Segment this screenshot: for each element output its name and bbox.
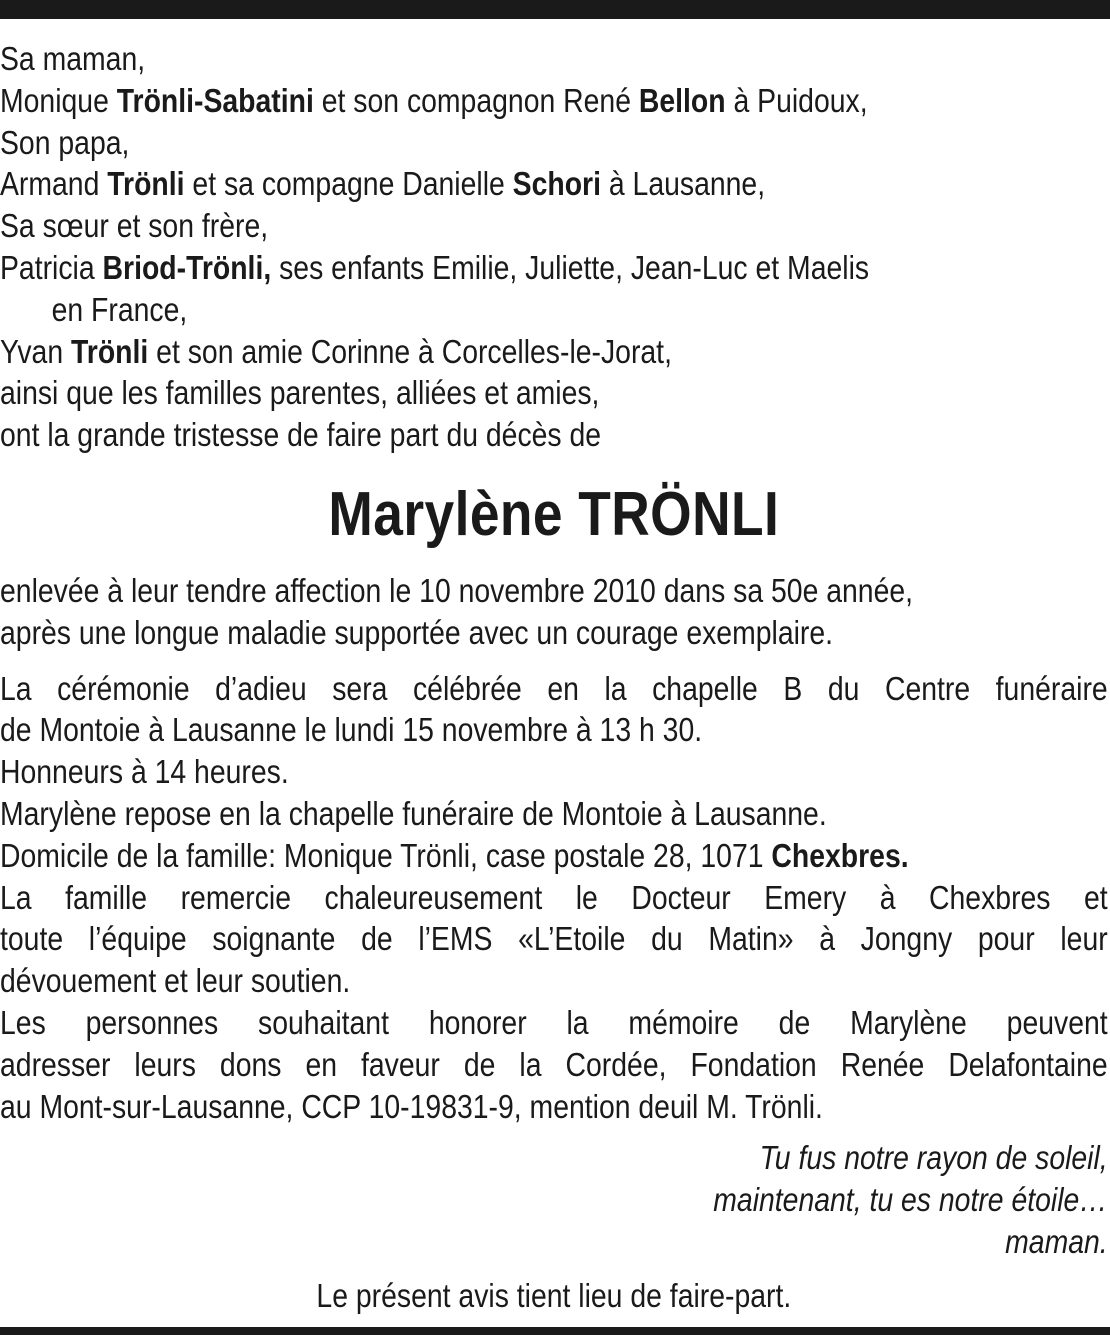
- deceased-name: Marylène TRÖNLI: [328, 479, 780, 549]
- family-line: Yvan Trönli et son amie Corinne à Corcelles-le-Jorat,: [0, 332, 672, 370]
- ceremony-paragraph: La cérémonie d’adieu sera célébrée en la chapelle B du Centre funéraire de Montoie à Lausanne le lundi 15 novembre à 13 h 30. Honneurs à 14 heures. Marylène repose en la chapelle funéraire de Montoie à Lausanne. Domicile de la famille: Monique Trönli, case postale 28, 1071 Chexbres.: [0, 669, 1108, 874]
- top-border-rule: [0, 0, 1110, 19]
- footer-note: Le présent avis tient lieu de faire-part.: [316, 1276, 792, 1314]
- bottom-border-rule: [0, 1327, 1110, 1335]
- family-line: Monique Trönli-Sabatini et son compagnon René Bellon à Puidoux,: [0, 81, 868, 119]
- donations-paragraph: Les personnes souhaitant honorer la mémoire de Marylène peuvent adresser leurs dons en faveur de la Cordée, Fondation Renée Delafontaine au Mont-sur-Lausanne, CCP 10-19831-9, mention deuil M. Trönli.: [0, 1003, 1108, 1125]
- surname: Briod-Trönli,: [102, 248, 272, 286]
- family-line: en France,: [51, 290, 188, 328]
- surname: Bellon: [638, 81, 726, 119]
- family-line: Sa maman,: [0, 40, 146, 77]
- family-line: Armand Trönli et sa compagne Danielle Schori à Lausanne,: [0, 165, 766, 203]
- death-paragraph: enlevée à leur tendre affection le 10 novembre 2010 dans sa 50e année, après une longue maladie supportée avec un courage exemplaire.: [0, 571, 914, 651]
- surname: Trönli-Sabatini: [116, 81, 314, 119]
- family-line: Sa sœur et son frère,: [0, 207, 269, 245]
- family-line: ont la grande tristesse de faire part du décès de: [0, 416, 602, 454]
- town-name: Chexbres.: [771, 836, 909, 874]
- surname: Trönli: [71, 332, 149, 370]
- memorial-quote: Tu fus notre rayon de soleil, maintenant, tu es notre étoile… maman.: [713, 1139, 1108, 1260]
- family-line: Patricia Briod-Trönli, ses enfants Emilie, Juliette, Jean-Luc et Maelis: [0, 248, 870, 286]
- family-line: ainsi que les familles parentes, alliées et amies,: [0, 374, 600, 412]
- thanks-paragraph: La famille remercie chaleureusement le Docteur Emery à Chexbres et toute l’équipe soignante de l’EMS «L’Etoile du Matin» à Jongny pour leur dévouement et leur soutien.: [0, 878, 1108, 1000]
- surname: Trönli: [107, 165, 185, 203]
- surname: Schori: [512, 165, 601, 203]
- family-line: Son papa,: [0, 123, 130, 161]
- obituary-notice: [0, 38, 1108, 1317]
- family-list: [0, 38, 1108, 456]
